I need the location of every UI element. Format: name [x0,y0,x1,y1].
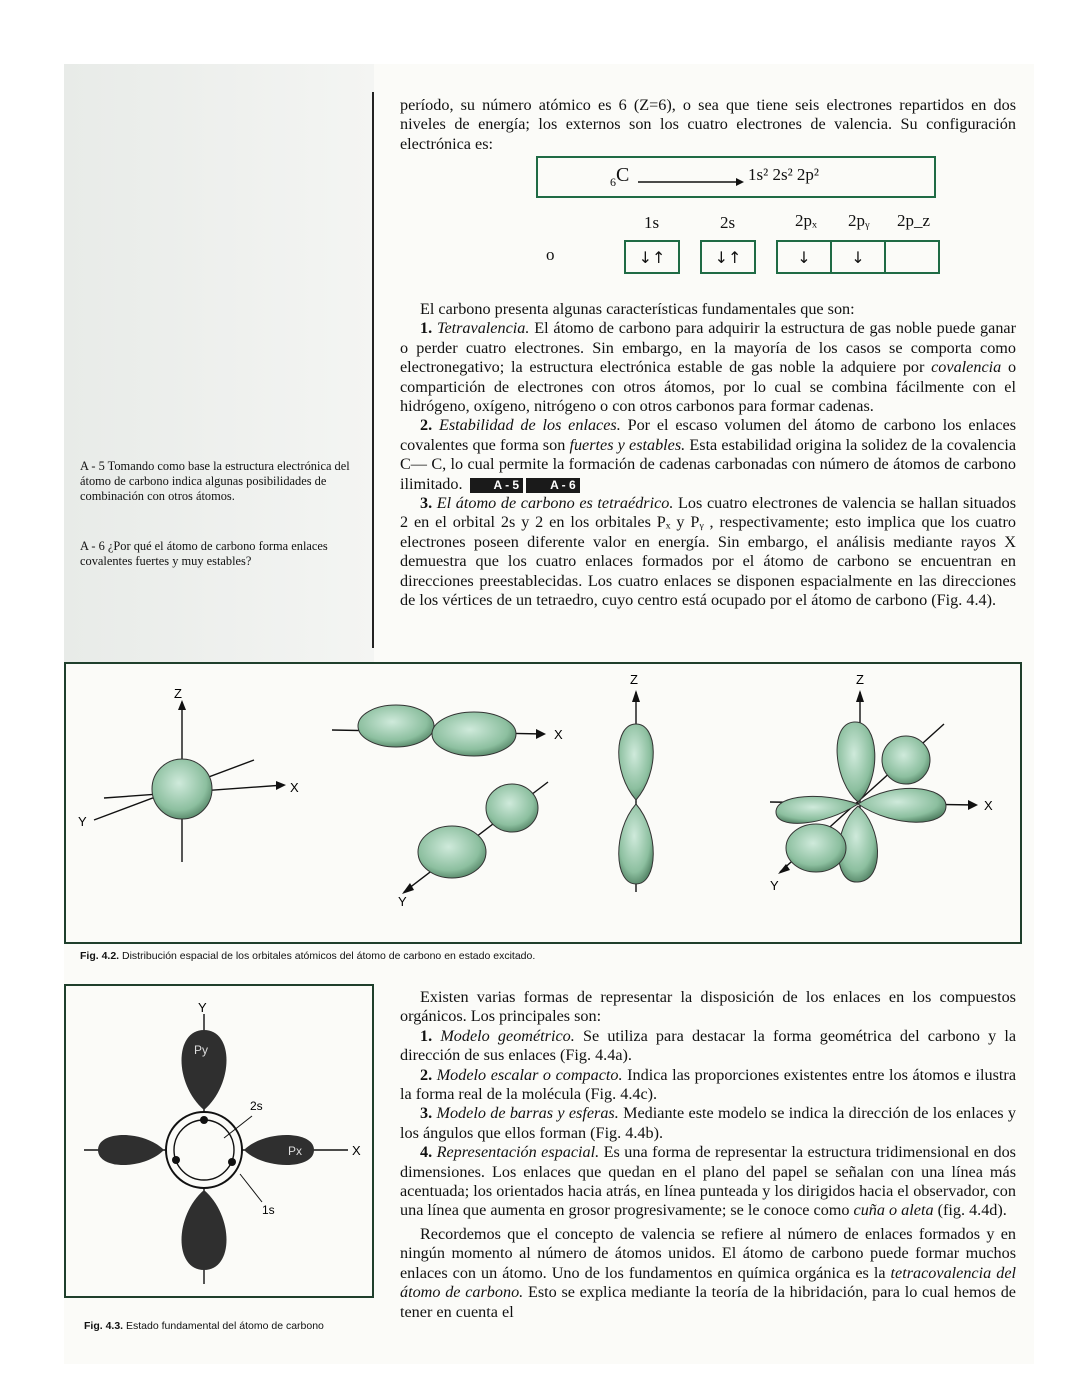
fig43-label-x: X [352,1143,361,1158]
model3-text: Mediante este modelo se indica la dirección de los enlaces y los ángulos que ellos forman (Fig. 4.4b). [400,1104,1017,1142]
characteristics-section [400,300,1016,611]
orbital-cell-2s: ↓↑ [714,247,742,267]
pz-axis-z: Z [630,672,638,687]
column-divider [372,92,374,648]
sidebar-question-a6 [80,539,356,569]
element-letter: C [616,164,630,186]
sidebar-shade [64,64,374,664]
figure-4-3 [64,984,370,1294]
pz-orbital-diagram [619,672,654,892]
item1-title: Tetravalencia. [436,319,530,338]
item1-text-2: o compartición de electrones con otros átomos, por lo cual se combina fácilmente con el hidrógeno, oxígeno, nitrógeno o con otros carbonos para formar cadenas. [400,358,1017,416]
model4-title: Representación espacial. [436,1143,600,1162]
figure-4-3-label: Fig. 4.3. [84,1320,124,1332]
activity-tag-a6[interactable]: A - 6 [526,478,580,493]
electron-configuration: 1s² 2s² 2p² [748,165,820,184]
px-orbital-diagram [332,705,563,756]
model-1 [400,1027,1016,1066]
intro-paragraph [400,96,1016,154]
item2-emphasis: fuertes y estables. [569,435,686,454]
item2-title: Estabilidad de los enlaces. [438,416,621,435]
sidebar-question-a6-text: A - 6 ¿Por qué el átomo de carbono forma enlaces covalentes fuertes y muy estables? [80,539,328,568]
model4-text: Es una forma de representar la estructura tridimensional en dos dimensiones. Los enlaces que quedan en el plano del papel se señalan con una línea más acentuada; los orientados hacia atrás, en línea punteada y los dirigidos hacia el observador, con una línea que aumenta en grosor progresivamente; se le conoce como [400,1143,1016,1220]
item2-text: Por el escaso volumen del átomo de carbono los enlaces covalentes que forma son [400,416,1017,454]
orbital-cell-2py: ↓ [830,242,884,272]
item3-title: El átomo de carbono es tetraédrico. [436,494,674,513]
figure-4-2-text: Distribución espacial de los orbitales atómicos del átomo de carbono en estado excitado. [122,950,536,962]
item3-number: 3. [420,494,433,513]
px-axis-x: X [554,727,563,742]
valence-text-2: Esto se explica mediante la teoría de la hibridación, para lo cual hemos de tener en cuenta el [400,1283,1016,1321]
orbital-cell-1s: ↓↑ [638,247,666,267]
item2-text-2: Esta estabilidad origina la solidez de la covalencia C— C, lo cual permite la formación de cadenas carbonadas con número de átomos de carbono ilimitado. [400,435,1017,493]
combined-orbitals-diagram [770,672,993,893]
model4-emphasis: cuña o aleta [853,1201,934,1220]
orbital-label-2px: 2pₓ [795,211,817,230]
figure-4-3-caption [84,1320,374,1332]
item1-emphasis: covalencia [931,358,1002,377]
atomic-number: 6 [610,175,616,189]
s-axis-x: X [290,780,299,795]
model2-number: 2. [420,1065,433,1084]
combined-axis-x: X [984,798,993,813]
orbital-label-2py: 2pᵧ [848,211,870,230]
characteristic-3 [400,494,1016,610]
orbital-cell-2px: ↓ [797,247,811,267]
py-axis-y: Y [398,894,407,909]
or-label: o [546,245,555,264]
fig43-label-2s: 2s [250,1099,263,1113]
intro-text: período, su número atómico es 6 (Z=6), o sea que tiene seis electrones repartidos en dos niveles de energía; los externos son los cuatro electrones de valencia. Su configuración electrónica es: [400,96,1016,153]
model4-text-2: (fig. 4.4d). [937,1201,1007,1220]
py-orbital-diagram [398,782,548,909]
valence-paragraph [400,1225,1016,1322]
valence-emphasis: tetracovalencia del átomo de carbono. [400,1263,1016,1302]
fig43-label-y: Y [198,1000,207,1015]
combined-axis-z: Z [856,672,864,687]
element-symbol [610,164,629,190]
s-axis-z: Z [174,686,182,701]
characteristic-1 [400,319,1016,416]
orbital-box-2s [700,240,756,274]
characteristics-intro [400,300,1016,319]
orbital-cell-2pz [884,242,938,272]
fig43-label-py: Py [194,1043,209,1057]
fig43-label-1s: 1s [262,1203,275,1217]
model1-number: 1. [420,1026,433,1045]
orbital-box-1s [624,240,680,274]
model-3 [400,1104,1016,1143]
figure-4-2-caption [80,950,1000,962]
model-4 [400,1143,1016,1221]
models-intro [400,988,1016,1027]
orbital-label-2pz: 2p_z [897,211,931,230]
activity-tag-a5[interactable]: A - 5 [470,478,524,493]
model3-title: Modelo de barras y esferas. [436,1104,619,1123]
orbital-label-1s: 1s [644,213,660,232]
orbital-box-2p [776,240,940,274]
sidebar-question-a5-text: A - 5 Tomando como base la estructura electrónica del átomo de carbono indica algunas posibilidades de combinación con otros átomos. [80,459,350,503]
valence-text: Recordemos que el concepto de valencia se refiere al número de enlaces formados y en ningún momento al número de átomos unidos. El átomo de carbono puede formar muchos enlaces con un átomo. Uno de los fundamentos en química orgánica es la [400,1224,1016,1282]
figure-4-2-label: Fig. 4.2. [80,950,120,962]
characteristic-2 [400,416,1016,494]
models-intro-text: Existen varias formas de representar la disposición de los enlaces en los compuestos orgánicos. Los principales son: [400,988,1016,1026]
item3-text: Los cuatro electrones de valencia se hallan situados 2 en el orbital 2s y 2 en los orbitales Pₓ y Pᵧ , respectivamente; esto implica que los cuatro electrones poseen diferente valor en energía. Sin embargo, el análisis mediante rayos X demuestra que los cuatro enlaces formados por el átomo de carbono se encuentran en direcciones preestablecidas. Los cuatro enlaces se disponen espacialmente en las direcciones de los vértices de un tetraedro, cuyo centro está ocupado por el átomo de carbono (Fig. 4.4). [400,494,1017,610]
item1-number: 1. [420,319,433,338]
sidebar-question-a5 [80,459,356,504]
config-arrow [636,176,746,188]
model4-number: 4. [420,1143,433,1162]
orbital-label-2s: 2s [720,213,736,232]
models-section [400,988,1016,1322]
model1-text: Se utiliza para destacar la forma geométrica del carbono y la dirección de sus enlaces (Fig. 4.4a). [400,1026,1017,1065]
model2-title: Modelo escalar o compacto. [436,1065,623,1084]
characteristics-intro-text: El carbono presenta algunas características fundamentales que son: [420,300,855,318]
fig43-label-px: Px [288,1144,303,1158]
model1-title: Modelo geométrico. [440,1026,575,1045]
model3-number: 3. [420,1104,433,1123]
model2-text: Indica las proporciones existentes entre los átomos e ilustra la forma real de la molécula (Fig. 4.4c). [400,1065,1017,1104]
s-orbital-diagram [78,686,299,862]
s-axis-y: Y [78,814,87,829]
figure-4-3-text: Estado fundamental del átomo de carbono [126,1320,324,1332]
item2-number: 2. [420,416,433,435]
model-2 [400,1066,1016,1105]
item1-text: El átomo de carbono para adquirir la estructura de gas noble puede ganar o perder cuatro electrones. Sin embargo, en la mayoría de los casos se comporta como electronegativo; la estructura electrónica estable de gas noble la adquiere por [400,319,1016,377]
combined-axis-y: Y [770,878,779,893]
figure-4-2 [64,662,1018,940]
